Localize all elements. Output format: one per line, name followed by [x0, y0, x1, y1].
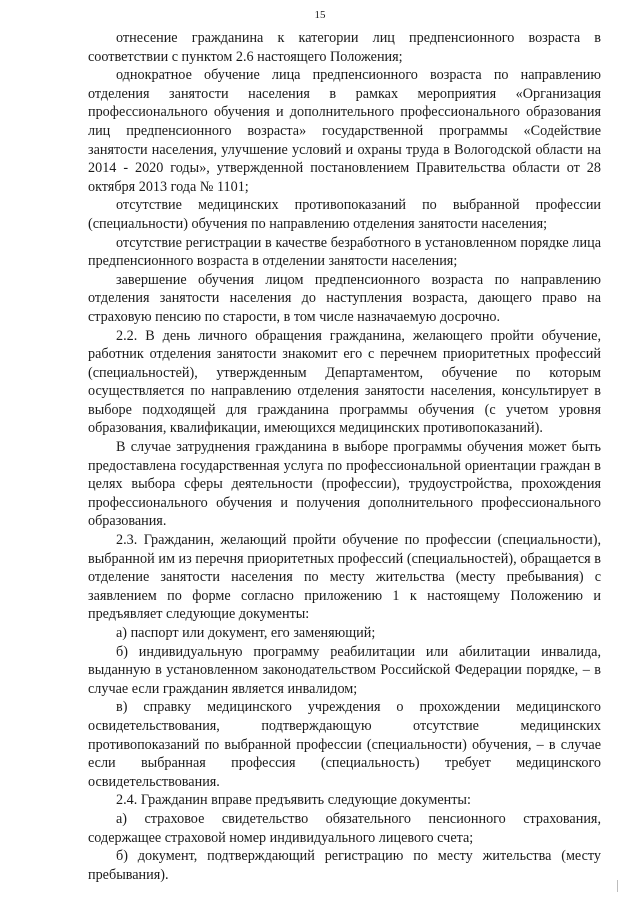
- paragraph: а) страховое свидетельство обязательного пенсионного страхования, содержащее страховой номер индивидуального лицевого счета;: [88, 810, 601, 846]
- scan-mark: [617, 880, 618, 892]
- paragraph: 2.3. Гражданин, желающий пройти обучение по профессии (специальности), выбранной им из перечня приоритетных профессий (специальностей), обращается в отделение занятости населения по месту жительства (месту пребывания) с заявлением по форме согласно приложению 1 к настоящему Положению и предъявляет следующие документы:: [88, 532, 601, 623]
- paragraph: 2.4. Гражданин вправе предъявить следующие документы:: [116, 792, 471, 809]
- paragraph: б) документ, подтверждающий регистрацию по месту жительства (месту пребывания).: [88, 848, 601, 883]
- page-number: 15: [314, 9, 326, 21]
- paragraph: б) индивидуальную программу реабилитации или абилитации инвалида, выданную в установленном законодательством Российской Федерации порядке, – в случае если гражданин является инвалидом;: [88, 643, 601, 697]
- document-body: [88, 29, 601, 884]
- paragraph: отнесение гражданина к категории лиц предпенсионного возраста в соответствии с пунктом 2.6 настоящего Положения;: [88, 30, 601, 65]
- paragraph: отсутствие регистрации в качестве безработного в установленном порядке лица предпенсионного возраста в отделении занятости населения;: [88, 234, 601, 270]
- paragraph: В случае затруднения гражданина в выборе программы обучения может быть предоставлена государственная услуга по профессиональной ориентации граждан в целях выбора сферы деятельности (профессии), трудоустройства, прохождения профессионального обучения и получения дополнительного профессионального образования.: [88, 439, 601, 530]
- paragraph: а) паспорт или документ, его заменяющий;: [116, 625, 376, 641]
- paragraph: в) справку медицинского учреждения о прохождении медицинского освидетельствования, подтверждающую отсутствие медицинских противопоказаний по выбранной профессии (специальности) обучения, – в случае если выбранная профессия (специальность) требует медицинского освидетельствования.: [88, 699, 601, 790]
- paragraph: 2.2. В день личного обращения гражданина, желающего пройти обучение, работник отделения занятости знакомит его с перечнем приоритетных профессий (специальностей), утвержденным Департаментом, обучение по которым осуществляется по направлению отделения занятости населения, консультирует в выборе подходящей для гражданина программы обучения (с учетом уровня образования, квалификации, имеющихся медицинских противопоказаний).: [88, 327, 601, 437]
- paragraph: однократное обучение лица предпенсионного возраста по направлению отделения занятости населения в рамках мероприятия «Организация профессионального обучения и дополнительного профессионального образования лиц предпенсионного возраста» государственной программы «Содействие занятости населения, улучшение условий и охраны труда в Вологодской области на 2014 - 2020 годы», утвержденной постановлением Правительства области от 28 октября 2013 года № 1101;: [88, 67, 601, 195]
- paragraph: отсутствие медицинских противопоказаний по выбранной профессии (специальности) обучения по направлению отделения занятости населения;: [88, 197, 601, 232]
- paragraph: завершение обучения лицом предпенсионного возраста по направлению отделения занятости населения до наступления возраста, дающего право на страховую пенсию по старости, в том числе назначаемую досрочно.: [88, 271, 601, 325]
